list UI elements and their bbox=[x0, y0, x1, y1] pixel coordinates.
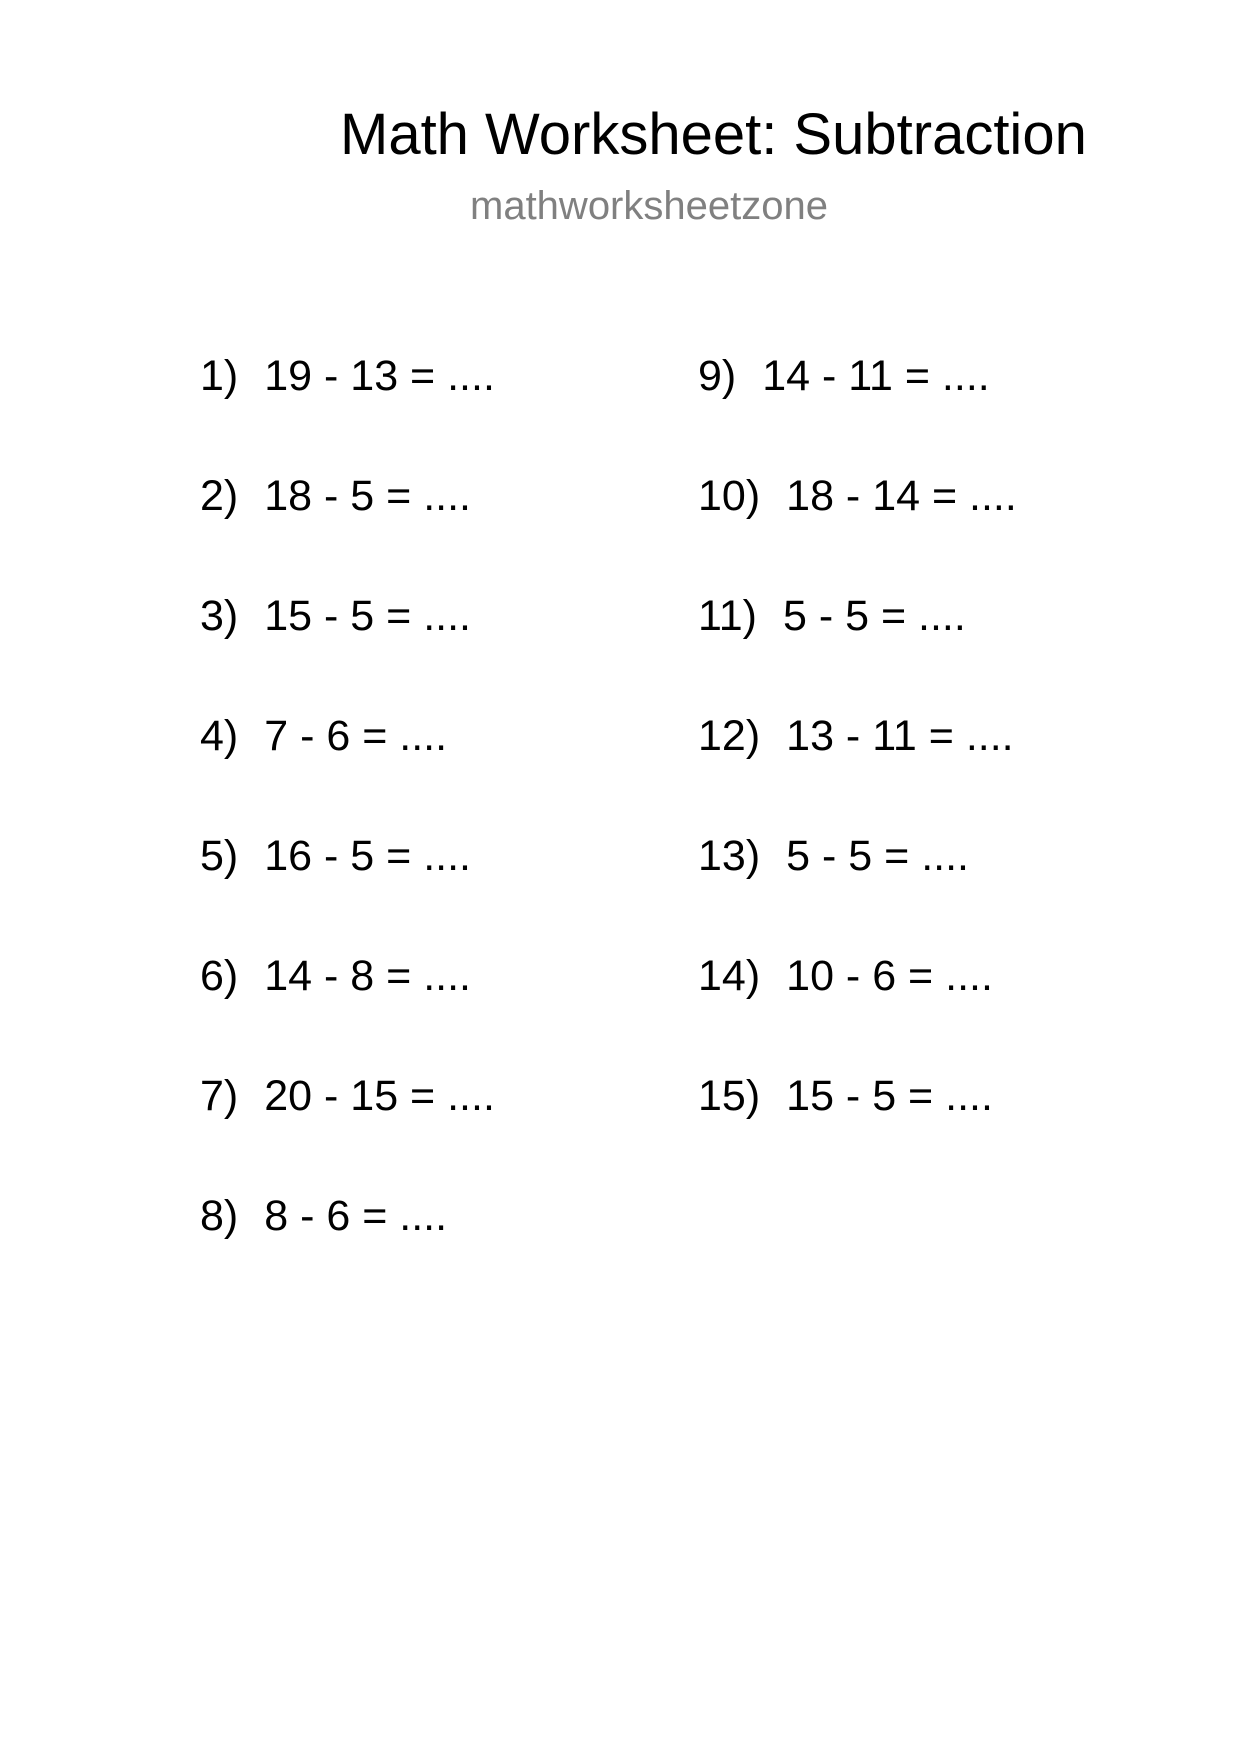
problem-number: 14) bbox=[698, 952, 761, 1000]
problem-number: 13) bbox=[698, 832, 761, 880]
problem-number: 12) bbox=[698, 712, 761, 760]
problem-number: 10) bbox=[698, 472, 761, 520]
problem-expression: 20 - 15 = .... bbox=[264, 1072, 495, 1120]
problem-4 bbox=[200, 710, 447, 762]
problem-2 bbox=[200, 470, 471, 522]
problem-number: 3) bbox=[200, 592, 239, 640]
problem-expression: 18 - 5 = .... bbox=[264, 472, 471, 520]
problem-number: 15) bbox=[698, 1072, 761, 1120]
problem-expression: 19 - 13 = .... bbox=[264, 352, 495, 400]
problem-12 bbox=[698, 710, 1014, 762]
problem-10 bbox=[698, 470, 1017, 522]
problem-expression: 18 - 14 = .... bbox=[786, 472, 1017, 520]
problem-number: 6) bbox=[200, 952, 239, 1000]
problem-expression: 14 - 11 = .... bbox=[762, 352, 990, 400]
problem-number: 7) bbox=[200, 1072, 239, 1120]
problem-number: 4) bbox=[200, 712, 239, 760]
problem-9 bbox=[698, 350, 990, 402]
problem-13 bbox=[698, 830, 969, 882]
problem-1 bbox=[200, 350, 495, 402]
page-subtitle: mathworksheetzone bbox=[470, 184, 828, 228]
problem-expression: 15 - 5 = .... bbox=[264, 592, 471, 640]
problem-expression: 16 - 5 = .... bbox=[264, 832, 471, 880]
problem-11 bbox=[698, 590, 966, 642]
problem-14 bbox=[698, 950, 993, 1002]
problem-expression: 7 - 6 = .... bbox=[264, 712, 448, 760]
page-title: Math Worksheet: Subtraction bbox=[340, 102, 1087, 167]
problem-expression: 8 - 6 = .... bbox=[264, 1192, 448, 1240]
problem-8 bbox=[200, 1190, 447, 1242]
problem-3 bbox=[200, 590, 471, 642]
problem-6 bbox=[200, 950, 471, 1002]
problem-expression: 5 - 5 = .... bbox=[786, 832, 969, 880]
problem-expression: 13 - 11 = .... bbox=[786, 712, 1014, 760]
problem-expression: 10 - 6 = .... bbox=[786, 952, 993, 1000]
problem-expression: 14 - 8 = .... bbox=[264, 952, 471, 1000]
problem-number: 1) bbox=[200, 352, 239, 400]
problem-number: 8) bbox=[200, 1192, 239, 1240]
problem-number: 5) bbox=[200, 832, 239, 880]
problem-expression: 15 - 5 = .... bbox=[786, 1072, 993, 1120]
problem-7 bbox=[200, 1070, 495, 1122]
problem-5 bbox=[200, 830, 471, 882]
problem-number: 2) bbox=[200, 472, 239, 520]
problem-number: 9) bbox=[698, 352, 737, 400]
problem-number: 11) bbox=[698, 592, 757, 640]
problem-15 bbox=[698, 1070, 993, 1122]
problem-expression: 5 - 5 = .... bbox=[782, 592, 966, 640]
